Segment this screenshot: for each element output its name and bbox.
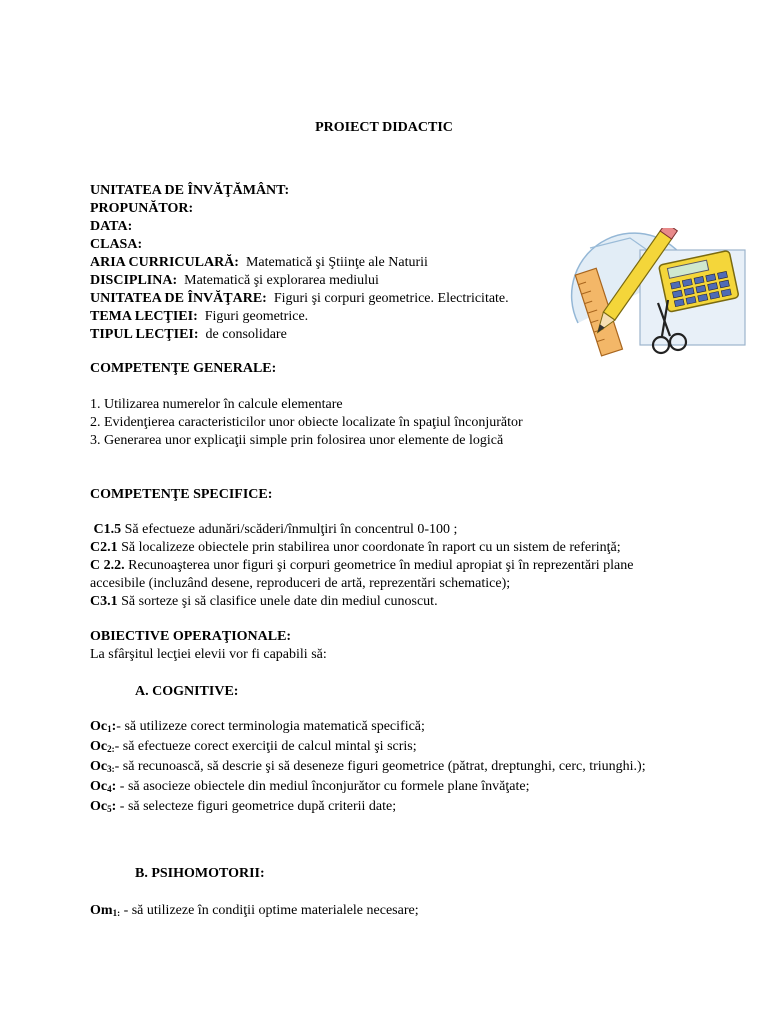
field-learning-unit: UNITATEA DE ÎNVĂŢARE: Figuri şi corpuri geometrice. Electricitate. — [90, 291, 509, 306]
list-item: C2.1 Să localizeze obiectele prin stabilirea unor coordonate în raport cu un sistem de referinţă; — [90, 540, 621, 555]
document-title: PROIECT DIDACTIC — [315, 120, 453, 135]
field-author: PROPUNĂTOR: — [90, 201, 194, 216]
objectives-intro: La sfârşitul lecţiei elevii vor fi capabili să: — [90, 647, 327, 662]
field-curricular-area: ARIA CURRICULARĂ: Matematică şi Ştiinţe ale Naturii — [90, 255, 428, 270]
list-item: $Oc_{3:}-$ să recunoască, să descrie şi să deseneze figuri geometrice (pătrat, dreptunghi, cerc, triunghi.); — [90, 759, 646, 774]
general-competences-list — [90, 396, 718, 450]
field-unit: UNITATEA DE ÎNVĂŢĂMÂNT: — [90, 183, 290, 198]
field-lesson-type: TIPUL LECŢIEI: de consolidare — [90, 327, 287, 342]
list-item: $Oc_5$: - să selecteze figuri geometrice după criterii date; — [90, 799, 397, 814]
list-item: C 2.2. Recunoaşterea unor figuri şi corpuri geometrice în mediul apropiat şi în reprezentări plane accesibile (incluzând desene, reproduceri de artă, reprezentări schematice); — [90, 558, 634, 591]
list-item: $Om_{1:}$ - să utilizeze în condiţii optime materialele necesare; — [90, 903, 419, 918]
list-item: $Oc_1:-$ să utilizeze corect terminologia matematică specifică; — [90, 719, 425, 734]
psychomotor-heading: B. PSIHOMOTORII: — [135, 866, 265, 881]
list-item: 2. Evidenţierea caracteristicilor unor obiecte localizate în spaţiul înconjurător — [90, 415, 523, 430]
list-item: $Oc_{2:}-$ să efectueze corect exerciţii de calcul mintal şi scris; — [90, 739, 417, 754]
math-tools-clipart — [570, 228, 748, 360]
psychomotor-section — [90, 865, 718, 883]
list-item: $Oc_4$: - să asocieze obiectele din mediul înconjurător cu formele plane învăţate; — [90, 779, 530, 794]
list-item: C3.1 Să sorteze şi să clasifice unele date din mediul cunoscut. — [90, 594, 438, 609]
cognitive-heading: A. COGNITIVE: — [135, 684, 239, 699]
list-item: 1. Utilizarea numerelor în calcule elementare — [90, 397, 343, 412]
field-class: CLASA: — [90, 237, 143, 252]
list-item: C1.5 Să efectueze adunări/scăderi/înmulţiri în concentrul 0-100 ; — [93, 522, 458, 537]
general-competences-heading: COMPETENŢE GENERALE: — [90, 361, 277, 376]
operational-objectives — [90, 628, 718, 664]
psychomotor-list — [90, 902, 718, 922]
field-date: DATA: — [90, 219, 133, 234]
cognitive-section — [90, 683, 718, 701]
general-competences — [90, 360, 718, 378]
field-lesson-topic: TEMA LECŢIEI: Figuri geometrice. — [90, 309, 309, 324]
objectives-heading: OBIECTIVE OPERAŢIONALE: — [90, 629, 292, 644]
list-item: 3. Generarea unor explicaţii simple prin folosirea unor elemente de logică — [90, 433, 504, 448]
field-discipline: DISCIPLINA: Matematică şi explorarea mediului — [90, 273, 379, 288]
specific-competences — [90, 486, 718, 504]
specific-competences-list — [90, 521, 678, 611]
cognitive-list — [90, 718, 678, 818]
specific-competences-heading: COMPETENŢE SPECIFICE: — [90, 487, 273, 502]
